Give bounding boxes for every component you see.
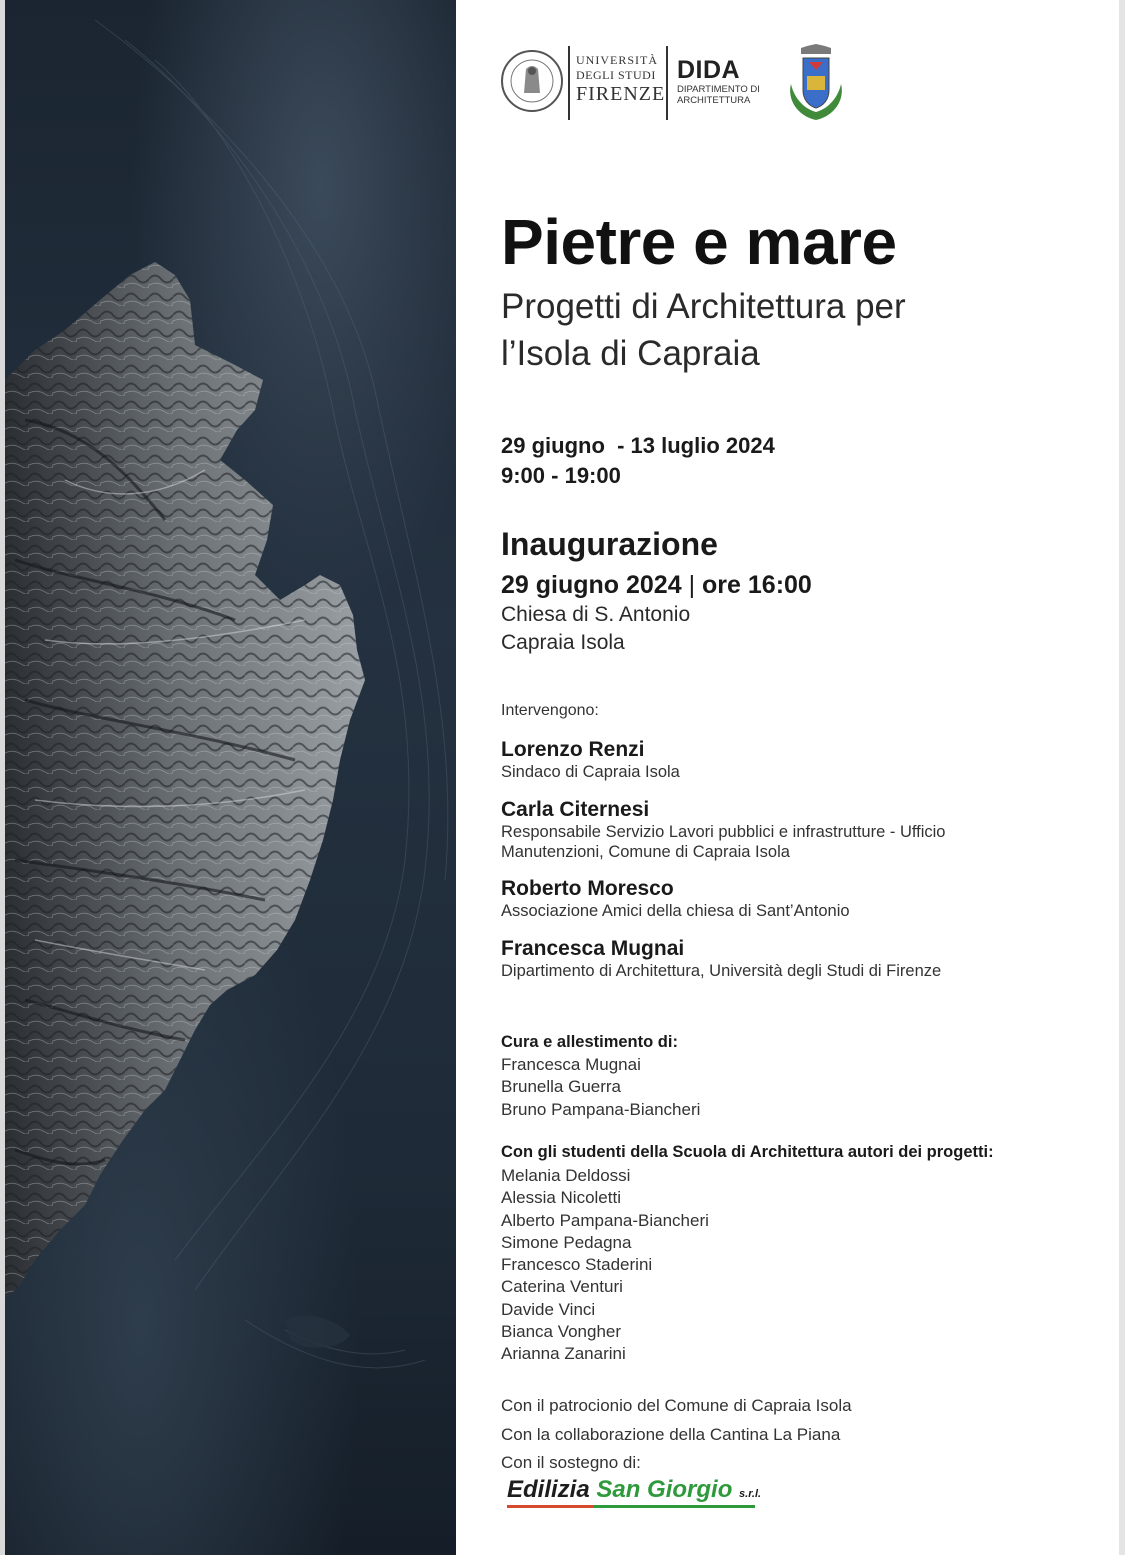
student-name: Bianca Vongher xyxy=(501,1322,622,1342)
exhibition-dates xyxy=(501,431,775,491)
dida-logo-subtitle xyxy=(677,84,760,106)
university-line-2: DEGLI STUDI xyxy=(576,68,656,82)
university-name xyxy=(576,54,665,104)
students-heading: Con gli studenti della Scuola di Architettura autori dei progetti: xyxy=(501,1143,994,1161)
support-text: Con il sostegno di: xyxy=(501,1453,641,1472)
student-name: Caterina Venturi xyxy=(501,1277,623,1297)
speaker-name: Lorenzo Renzi xyxy=(501,738,645,761)
page-edge-right xyxy=(1119,0,1125,1555)
poster-subtitle xyxy=(501,283,1061,377)
speaker-role: Dipartimento di Architettura, Università degli Studi di Firenze xyxy=(501,962,942,980)
speaker-role: Manutenzioni, Comune di Capraia Isola xyxy=(501,843,790,861)
speaker-item xyxy=(501,797,1061,862)
students-list xyxy=(501,1165,709,1366)
speaker-item xyxy=(501,936,1061,981)
dida-subtitle-line: DIPARTIMENTO DI xyxy=(677,84,760,95)
inauguration-heading: Inaugurazione xyxy=(501,526,718,562)
municipal-coat-of-arms-icon xyxy=(785,44,847,124)
poster-title: Pietre e mare xyxy=(501,206,897,278)
student-name: Alberto Pampana-Biancheri xyxy=(501,1210,709,1230)
inauguration-date: 29 giugno 2024 xyxy=(501,571,682,599)
opening-hours: 9:00 - 19:00 xyxy=(501,463,621,488)
curator-name: Brunella Guerra xyxy=(501,1077,622,1097)
logo-divider xyxy=(568,46,570,120)
place-line: Chiesa di S. Antonio xyxy=(501,603,691,626)
student-name: Davide Vinci xyxy=(501,1299,596,1319)
collaboration-text: Con la collaborazione della Cantina La Piana xyxy=(501,1425,841,1444)
sponsor-underline xyxy=(507,1505,755,1508)
aerial-island-image xyxy=(5,0,456,1555)
sponsor-logo xyxy=(507,1476,761,1504)
sponsor-word-2: San Giorgio xyxy=(596,1476,733,1503)
speaker-name: Carla Citernesi xyxy=(501,798,650,821)
university-line-1: UNIVERSITÀ xyxy=(576,53,658,67)
subtitle-line: Progetti di Architettura per xyxy=(501,287,906,326)
inauguration-time: ore 16:00 xyxy=(702,571,812,599)
speaker-name: Francesca Mugnai xyxy=(501,937,685,960)
student-name: Arianna Zanarini xyxy=(501,1344,626,1364)
place-line: Capraia Isola xyxy=(501,631,625,654)
inauguration-datetime xyxy=(501,571,812,600)
curator-name: Bruno Pampana-Biancheri xyxy=(501,1099,701,1119)
sponsor-word-1: Edilizia xyxy=(507,1476,590,1503)
curators-heading: Cura e allestimento di: xyxy=(501,1033,678,1051)
student-name: Francesco Staderini xyxy=(501,1255,653,1275)
dida-subtitle-line: ARCHITETTURA xyxy=(677,95,751,106)
student-name: Simone Pedagna xyxy=(501,1232,632,1252)
speaker-role: Responsabile Servizio Lavori pubblici e infrastrutture - Ufficio xyxy=(501,823,946,841)
speakers-heading: Intervengono: xyxy=(501,702,599,719)
speaker-role: Associazione Amici della chiesa di Sant’Antonio xyxy=(501,902,850,920)
speaker-item xyxy=(501,876,1061,921)
subtitle-line: l’Isola di Capraia xyxy=(501,334,760,373)
inauguration-separator: | xyxy=(688,571,696,599)
island-illustration xyxy=(5,0,456,1555)
sponsor-suffix: s.r.l. xyxy=(739,1488,762,1500)
university-line-3: FIRENZE xyxy=(576,83,666,105)
speaker-item xyxy=(501,737,1061,782)
date-range: 29 giugno - 13 luglio 2024 xyxy=(501,433,775,458)
student-name: Alessia Nicoletti xyxy=(501,1188,621,1208)
logo-divider xyxy=(666,46,668,120)
university-seal-icon xyxy=(500,49,564,113)
curator-name: Francesca Mugnai xyxy=(501,1055,641,1074)
curators-list xyxy=(501,1054,700,1121)
dida-logo-title: DIDA xyxy=(677,56,741,84)
patronage-text: Con il patrocionio del Comune di Capraia Isola xyxy=(501,1396,852,1415)
inauguration-place xyxy=(501,601,690,657)
speaker-name: Roberto Moresco xyxy=(501,877,674,900)
student-name: Melania Deldossi xyxy=(501,1166,631,1185)
logo-bar xyxy=(500,44,860,124)
speaker-role: Sindaco di Capraia Isola xyxy=(501,763,680,781)
